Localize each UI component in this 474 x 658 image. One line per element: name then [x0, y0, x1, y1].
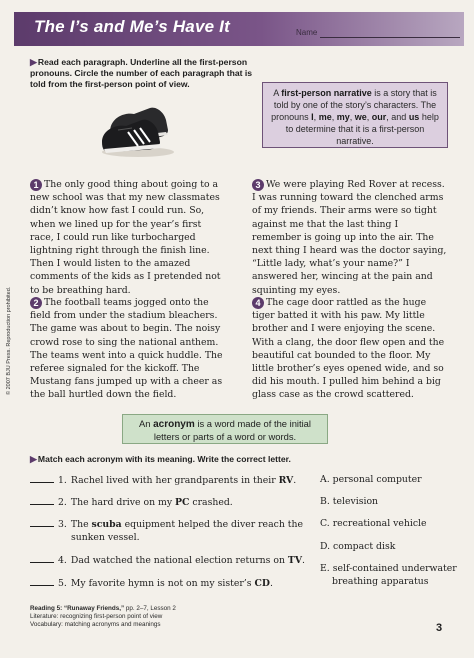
answer-blank[interactable]	[30, 495, 54, 505]
running-shoes-image	[98, 102, 176, 164]
directions-text: Match each acronym with its meaning. Write the correct letter.	[37, 454, 291, 464]
answer-blank[interactable]	[30, 473, 54, 483]
paragraph-text: The football teams jogged onto the field from under the stadium bleachers. The game was about to begin. The noisy crowd rose to sing the national anthem. The teams went into a quick huddle. The referee signaled for the kickoff. The Mustang fans jumped up with a cheer as the ball hurtled down the field.	[30, 297, 223, 401]
answer-option-e: E. self-contained underwater breathing apparatus	[320, 563, 457, 587]
answer-blank[interactable]	[30, 553, 54, 563]
directions-text: Read each paragraph. Underline all the first-person pronouns. Circle the number of each paragraph that is told from the first-person point of view.	[30, 57, 253, 89]
header-banner	[14, 12, 464, 46]
paragraph-text: The cage door rattled as the huge tiger batted it with his paw. My little brother and I were enjoying the scene. With a clang, the door flew open and the beautiful cat bounded to the floor. My little brother’s eyes opened wide, and so did his mouth. I pulled him behind a big glass case as the crowd scattered.	[252, 297, 445, 401]
page-title: The I’s and Me’s Have It	[34, 17, 230, 36]
answer-blank[interactable]	[30, 517, 54, 527]
paragraph-number[interactable]: 3	[252, 179, 264, 191]
answer-option-a: A. personal computer	[320, 474, 422, 485]
definition-box: A first-person narrative is a story that is told by one of the story’s characters. The pronouns I, me, my, we, our, and us help to determine that it is a first-person narrative.	[262, 82, 448, 148]
name-line[interactable]	[320, 37, 460, 38]
question-5: 5. My favorite hymn is not on my sister’s CD.	[30, 576, 312, 590]
question-3: 3. The scuba equipment helped the diver reach the sunken vessel.	[30, 517, 312, 544]
paragraph-number[interactable]: 1	[30, 179, 42, 191]
paragraph-1	[30, 178, 226, 297]
paragraph-3	[252, 178, 448, 297]
paragraph-number[interactable]: 4	[252, 297, 264, 309]
arrow-icon: ▶	[30, 454, 37, 464]
paragraph-4	[252, 296, 448, 402]
page-number: 3	[436, 622, 443, 634]
answer-option-b: B. television	[320, 496, 379, 507]
paragraph-number[interactable]: 2	[30, 297, 42, 309]
arrow-icon: ▶	[30, 57, 37, 67]
question-4: 4. Dad watched the national election returns on TV.	[30, 553, 312, 567]
footer-lesson-info: Reading 5: “Runaway Friends,” pp. 2–7, Lesson 2 Literature: recognizing first-person point of view Vocabulary: matching acronyms and meanings	[30, 605, 176, 628]
directions-matching	[30, 454, 450, 465]
answer-option-c: C. recreational vehicle	[320, 518, 427, 529]
question-1: 1. Rachel lived with her grandparents in their RV.	[30, 473, 312, 487]
question-2: 2. The hard drive on my PC crashed.	[30, 495, 312, 509]
paragraph-text: The only good thing about going to a new school was that my new classmates didn’t know how fast I could run. So, when we lined up for the year’s first race, I could run like turbocharged lightning right through the finish line. Then I would listen to the amazed comments of the kids as I pretended not to be breathing hard.	[30, 179, 221, 296]
answer-blank[interactable]	[30, 576, 54, 586]
paragraph-2	[30, 296, 226, 402]
acronym-term: acronym	[153, 419, 195, 430]
directions-paragraphs	[30, 57, 270, 90]
answer-option-d: D. compact disk	[320, 541, 396, 552]
definition-term: first-person narrative	[281, 88, 372, 98]
copyright-notice: © 2007 BJU Press. Reproduction prohibited.	[6, 286, 12, 395]
acronym-definition-box: An acronym is a word made of the initial letters or parts of a word or words.	[122, 414, 328, 444]
name-label: Name	[296, 28, 318, 37]
paragraph-text: We were playing Red Rover at recess. I was running toward the clenched arms of my friends. Their arms were so tight against me that the last thing I remember is going up into the air. The next thing I heard was the doctor saying, “Little lady, what’s your name?” I answered her, wincing at the pain and squinting my eyes.	[252, 179, 447, 296]
